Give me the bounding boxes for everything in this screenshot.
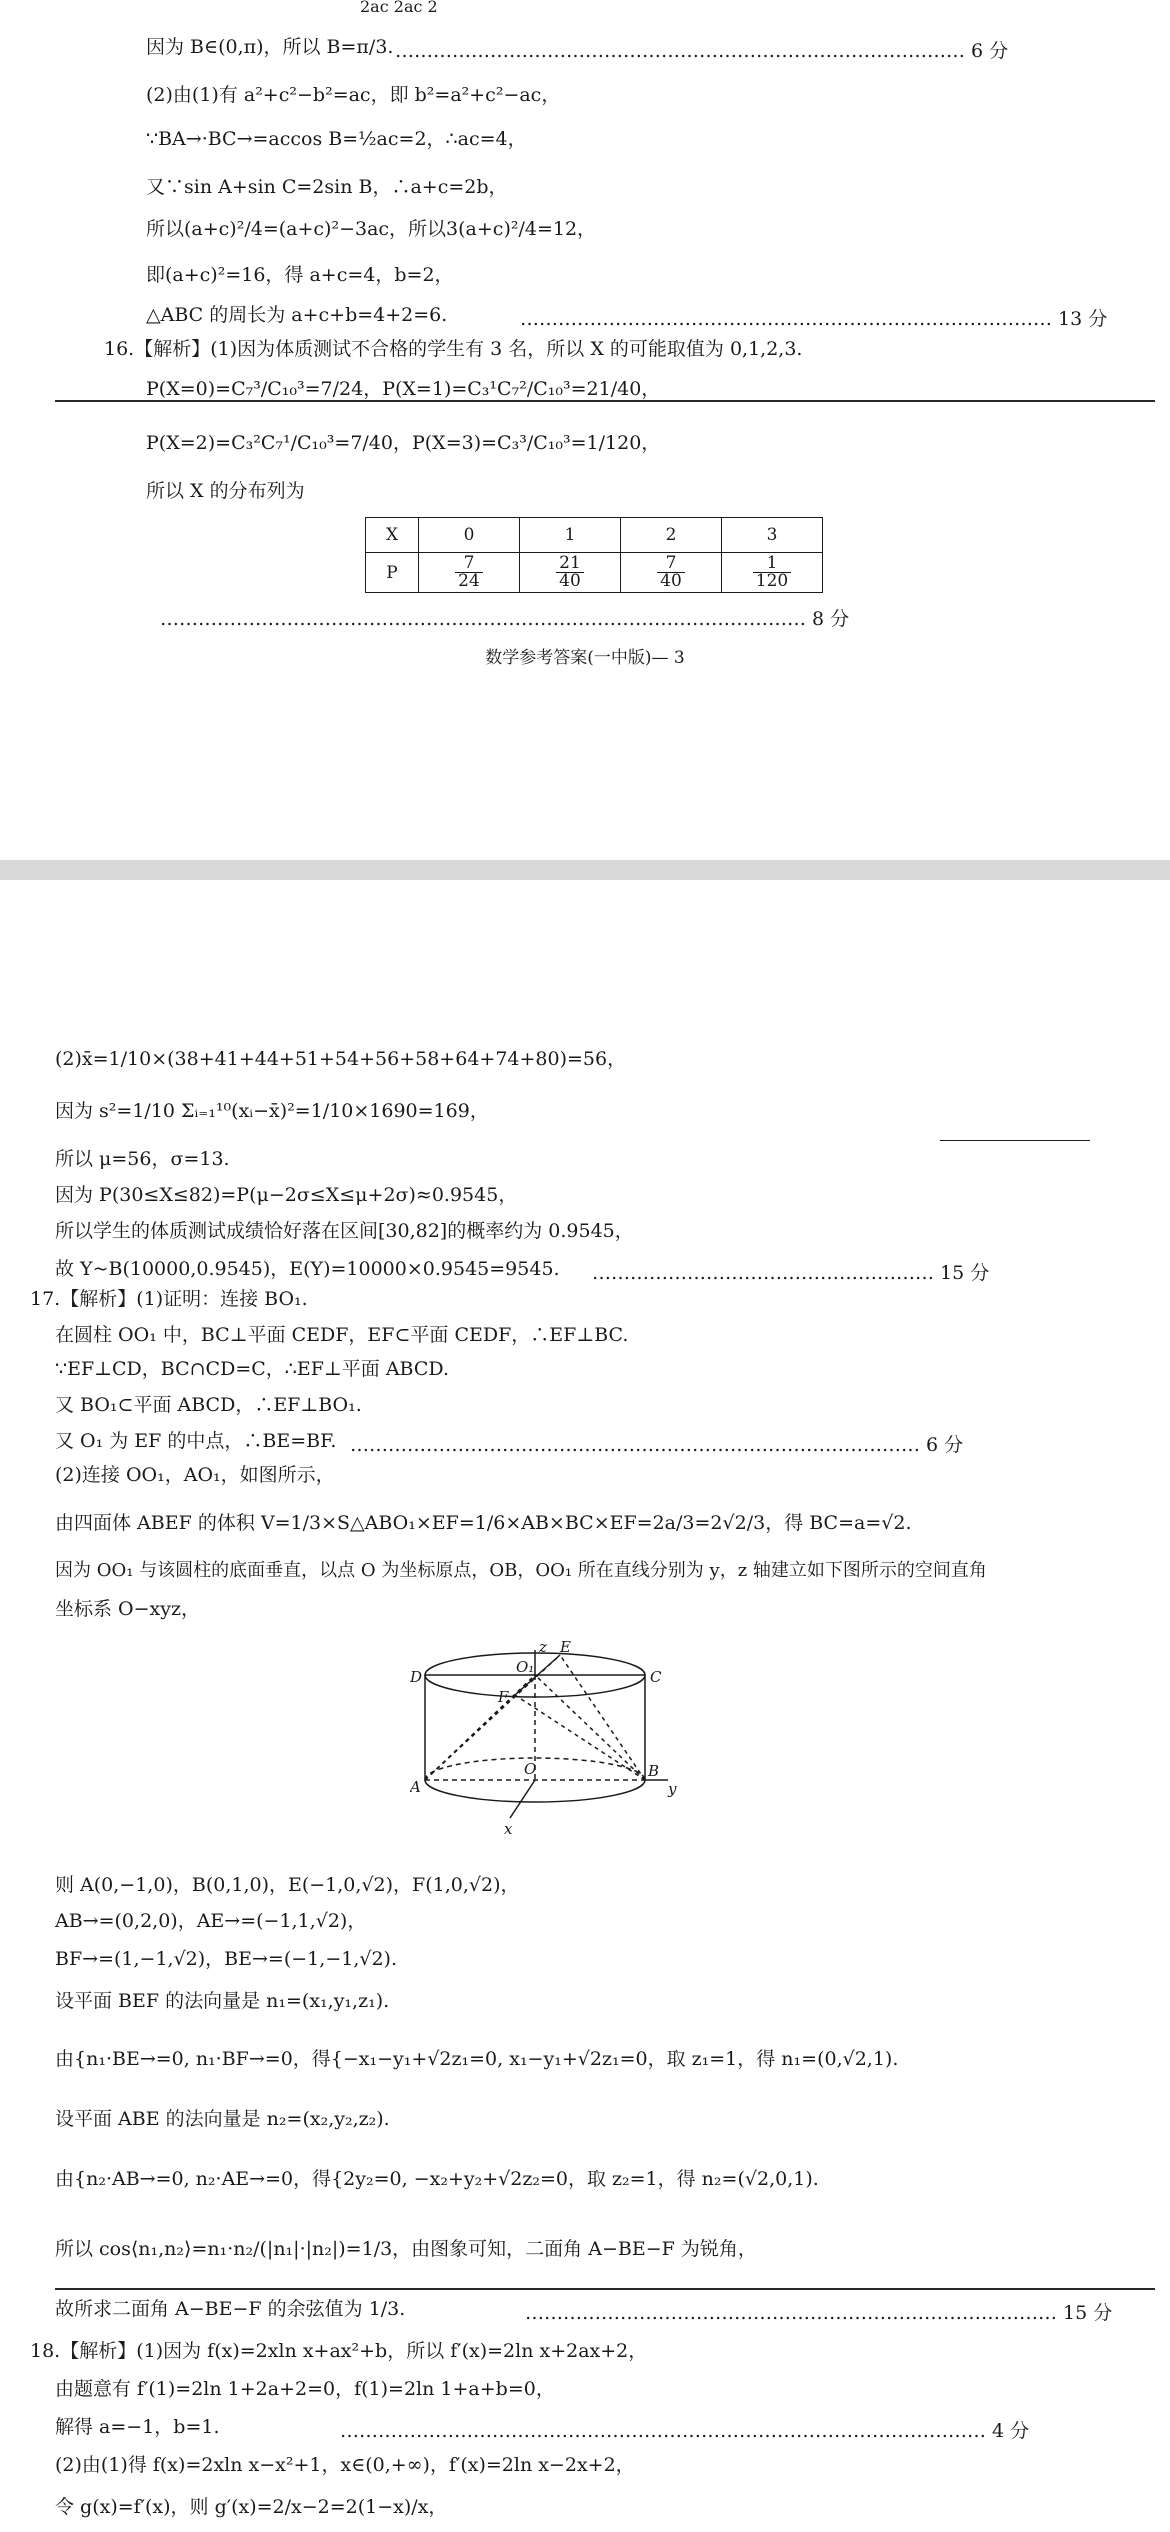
question-heading: 16.【解析】(1)因为体质测试不合格的学生有 3 名，所以 X 的可能取值为 0,1,2,3. [104, 338, 803, 360]
fraction-denominator: 24 [458, 571, 480, 591]
text-line: 又∵sin A+sin C=2sin B，∴a+c=2b， [146, 176, 508, 198]
text-line: ∵EF⊥CD，BC∩CD=C，∴EF⊥平面 ABCD. [55, 1358, 449, 1380]
text-line: 由{n₁·BE→=0, n₁·BF→=0，得{−x₁−y₁+√2z₁=0, x₁−y₁+√2z₁=0，取 z₁=1，得 n₁=(0,√2,1). [55, 2048, 899, 2070]
score-marker: ………………………………………………………………………… 13 分 [520, 308, 1108, 330]
text-line: 在圆柱 OO₁ 中，BC⊥平面 CEDF，EF⊂平面 CEDF，∴EF⊥BC. [55, 1324, 629, 1346]
table-cell: 2 [621, 518, 722, 553]
page-separator-line [55, 2288, 1155, 2290]
fraction-numerator: 1 [753, 555, 791, 573]
text-line: 故所求二面角 A−BE−F 的余弦值为 1/3. [55, 2298, 406, 2320]
cylinder-figure [410, 1640, 680, 1840]
table-cell: 0 [419, 518, 520, 553]
text-line: 由四面体 ABEF 的体积 V=1/3×S△ABO₁×EF=1/6×AB×BC×EF=2a/3=2√2/3，得 BC=a=√2. [55, 1512, 912, 1534]
text-line: 又 BO₁⊂平面 ABCD，∴EF⊥BO₁. [55, 1394, 362, 1416]
text-line: 因为 P(30≤X≤82)=P(μ−2σ≤X≤μ+2σ)≈0.9545， [55, 1184, 518, 1206]
table-row [366, 553, 823, 593]
table-cell: X [366, 518, 419, 553]
segment-be [560, 1655, 645, 1780]
score-marker: ………………………………………………………………………………………… 8 分 [160, 608, 850, 630]
text-line: 令 g(x)=f′(x)，则 g′(x)=2/x−2=2(1−x)/x， [55, 2496, 448, 2518]
text-line: 则 A(0,−1,0)，B(0,1,0)，E(−1,0,√2)，F(1,0,√2)， [55, 1874, 520, 1896]
table-cell [419, 553, 520, 593]
text-line: 所以学生的体质测试成绩恰好落在区间[30,82]的概率约为 0.9545， [55, 1220, 634, 1242]
text-line: 由题意有 f′(1)=2ln 1+2a+2=0，f(1)=2ln 1+a+b=0， [55, 2378, 555, 2400]
fig-label: C [650, 1668, 662, 1686]
bottom-ellipse-front [425, 1780, 645, 1802]
text-line: 设平面 BEF 的法向量是 n₁=(x₁,y₁,z₁). [55, 1990, 390, 2012]
page-gap [0, 860, 1170, 880]
question-heading: 18.【解析】(1)因为 f(x)=2xln x+ax²+b，所以 f′(x)=2ln x+2ax+2， [30, 2340, 648, 2362]
text-line: ∵BA→·BC→=accos B=½ac=2，∴ac=4， [146, 128, 527, 150]
distribution-table [365, 517, 823, 593]
fig-label: y [668, 1780, 677, 1798]
x-axis [510, 1780, 535, 1818]
fig-label: A [410, 1778, 421, 1796]
fraction-numerator: 21 [556, 555, 584, 573]
text-line: 所以 X 的分布列为 [146, 480, 305, 502]
score-marker: ………………………………………………………………………… 15 分 [525, 2302, 1113, 2324]
table-cell: 3 [722, 518, 823, 553]
table-cell: 1 [520, 518, 621, 553]
fig-label: z [539, 1640, 547, 1656]
table-cell [520, 553, 621, 593]
fig-label: x [504, 1820, 513, 1838]
text-line: (2)连接 OO₁，AO₁，如图所示， [55, 1464, 335, 1486]
fig-label: O [524, 1760, 537, 1778]
text-line: 设平面 ABE 的法向量是 n₂=(x₂,y₂,z₂). [55, 2108, 390, 2130]
text-line: △ABC 的周长为 a+c+b=4+2=6. [146, 304, 448, 326]
fig-label: F [498, 1688, 509, 1706]
text-line: 由{n₂·AB→=0, n₂·AE→=0，得{2y₂=0, −x₂+y₂+√2z₂=0，取 z₂=1，得 n₂=(√2,0,1). [55, 2168, 819, 2190]
fig-label: O₁ [516, 1658, 535, 1676]
text-line: P(X=2)=C₃²C₇¹/C₁₀³=7/40，P(X=3)=C₃³/C₁₀³=1/120， [146, 432, 661, 454]
fraction-denominator: 120 [755, 571, 789, 591]
fraction-denominator: 40 [660, 571, 682, 591]
segment-bo1 [535, 1675, 645, 1780]
text-line: BF→=(1,−1,√2)，BE→=(−1,−1,√2). [55, 1948, 398, 1970]
table-row [366, 518, 823, 553]
segment-ao1 [425, 1675, 535, 1780]
table-cell: P [366, 553, 419, 593]
text-line: AB→=(0,2,0)，AE→=(−1,1,√2)， [55, 1910, 367, 1932]
text-line: 即(a+c)²=16，得 a+c=4，b=2， [146, 264, 454, 286]
text-line: (2)x̄=1/10×(38+41+44+51+54+56+58+64+74+80)=56， [55, 1048, 627, 1070]
fraction-numerator: 7 [455, 555, 483, 573]
fraction-numerator: 7 [657, 555, 685, 573]
text-line: 解得 a=−1，b=1. [55, 2416, 220, 2438]
score-marker: ………………………………………………………………………………………… 4 分 [340, 2420, 1030, 2442]
text-line: 因为 OO₁ 与该圆柱的底面垂直，以点 O 为坐标原点，OB，OO₁ 所在直线分别为 y，z 轴建立如下图所示的空间直角 [55, 1560, 987, 1581]
fig-label: B [648, 1762, 660, 1780]
score-marker: ……………………………………………………………………………… 6 分 [395, 40, 1009, 62]
table-cell [722, 553, 823, 593]
text-line: 故 Y~B(10000,0.9545)，E(Y)=10000×0.9545=9545. [55, 1258, 560, 1280]
question-heading: 17.【解析】(1)证明：连接 BO₁. [30, 1288, 308, 1310]
text-line: 坐标系 O−xyz， [55, 1598, 200, 1620]
page-separator-line [55, 400, 1155, 402]
fig-label: D [410, 1668, 423, 1686]
rule-line [940, 1140, 1090, 1141]
fraction-denominator: 40 [559, 571, 581, 591]
text-line: (2)由(1)有 a²+c²−b²=ac，即 b²=a²+c²−ac， [146, 84, 561, 106]
text-line: 又 O₁ 为 EF 的中点，∴BE=BF. [55, 1430, 337, 1452]
score-marker: ……………………………………………… 15 分 [592, 1262, 990, 1284]
cut-off-line: 2ac 2ac 2 [360, 0, 438, 16]
fig-label: E [560, 1640, 571, 1656]
text-line: P(X=0)=C₇³/C₁₀³=7/24，P(X=1)=C₃¹C₇²/C₁₀³=21/40， [146, 378, 661, 400]
text-line: 所以 μ=56，σ=13. [55, 1148, 230, 1170]
score-marker: ……………………………………………………………………………… 6 分 [350, 1434, 964, 1456]
text-line: 所以(a+c)²/4=(a+c)²−3ac，所以3(a+c)²/4=12， [146, 218, 597, 240]
text-line: (2)由(1)得 f(x)=2xln x−x²+1，x∈(0,+∞)，f′(x)=2ln x−2x+2， [55, 2454, 635, 2476]
text-line: 所以 cos⟨n₁,n₂⟩=n₁·n₂/(|n₁|·|n₂|)=1/3，由图象可知，二面角 A−BE−F 为锐角， [55, 2238, 757, 2260]
text-line: 因为 s²=1/10 Σᵢ₌₁¹⁰(xᵢ−x̄)²=1/10×1690=169， [55, 1100, 489, 1122]
text-line: 因为 B∈(0,π)，所以 B=π/3. [146, 36, 394, 58]
table-cell [621, 553, 722, 593]
page-footer: 数学参考答案(一中版)— 3 [485, 648, 685, 668]
